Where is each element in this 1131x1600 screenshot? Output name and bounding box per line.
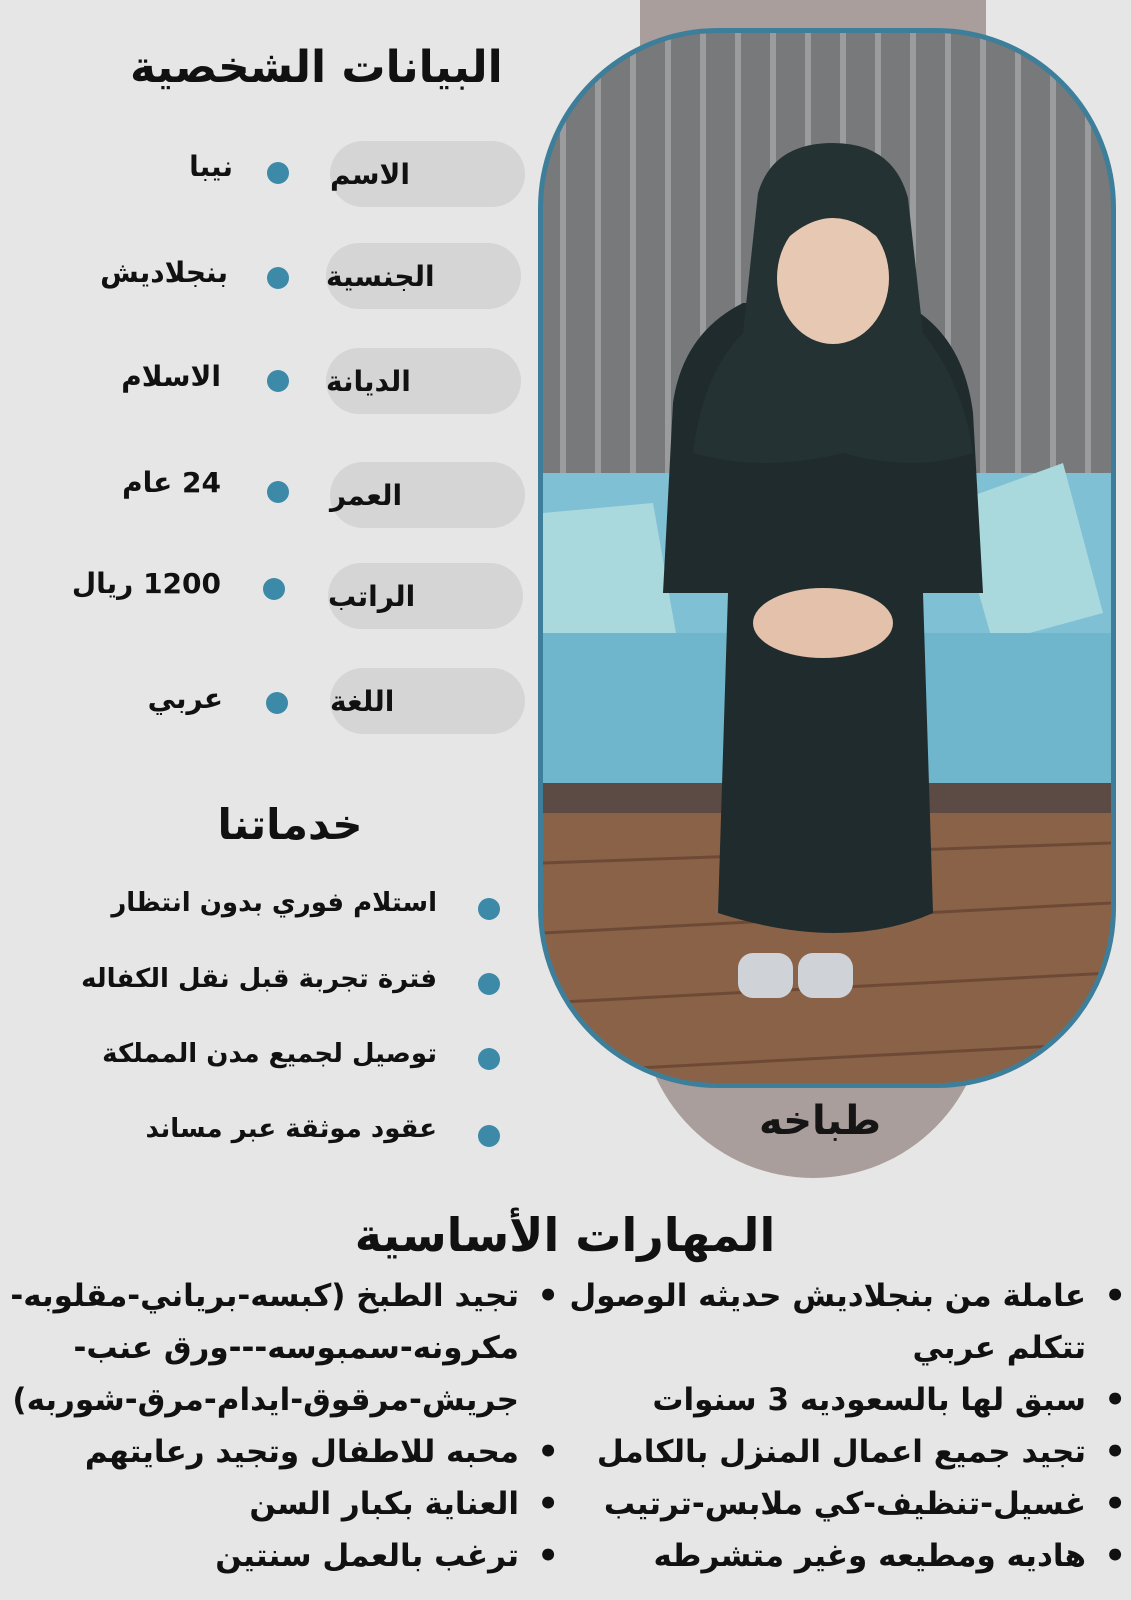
bullet-dot [267, 370, 289, 392]
salary-label: الراتب [328, 563, 523, 629]
nationality-value: بنجلاديش [100, 256, 228, 289]
service-item: استلام فوري بدون انتظار [111, 888, 437, 918]
religion-label: الديانة [326, 348, 521, 414]
bullet-dot [266, 692, 288, 714]
skill-item: • هاديه ومطيعه وغير متشرطه [566, 1530, 1126, 1582]
bullet-dot [478, 1048, 500, 1070]
skills-list-right [566, 1270, 1126, 1582]
bullet-dot [267, 267, 289, 289]
skills-title: المهارات الأساسية [354, 1208, 776, 1262]
skill-item: • محبه للاطفال وتجيد رعايتهم [4, 1426, 559, 1478]
skill-item: • العناية بكبار السن [4, 1478, 559, 1530]
age-label: العمر [330, 462, 525, 528]
skill-item-continuation: مكرونه-سمبوسه---ورق عنب- [73, 1330, 519, 1366]
age-value: 24 عام [122, 466, 221, 499]
skills-list-left [4, 1270, 559, 1582]
name-value: نيبا [189, 150, 233, 183]
skill-item-continuation: تتكلم عربي [912, 1330, 1086, 1366]
service-item: توصيل لجميع مدن المملكة [102, 1039, 437, 1069]
service-item: فترة تجربة قبل نقل الكفاله [81, 964, 437, 994]
religion-value: الاسلام [121, 360, 221, 393]
skill-item: • عاملة من بنجلاديش حديثه الوصول [566, 1270, 1126, 1322]
bullet-dot [478, 898, 500, 920]
job-title: طباخه [758, 1098, 882, 1144]
language-value: عربي [147, 682, 223, 715]
service-item: عقود موثقة عبر مساند [145, 1114, 437, 1144]
bullet-dot [263, 578, 285, 600]
bullet-dot [478, 973, 500, 995]
personal-data-title: البيانات الشخصية [130, 42, 503, 93]
nationality-label: الجنسية [326, 243, 521, 309]
services-title: خدماتنا [217, 800, 363, 849]
skill-item: • غسيل-تنظيف-كي ملابس-ترتيب [566, 1478, 1126, 1530]
name-label: الاسم [330, 141, 525, 207]
worker-photo [538, 28, 1116, 1088]
skill-item: • تجيد الطبخ (كبسه-برياني-مقلوبه- [4, 1270, 559, 1322]
bullet-dot [267, 162, 289, 184]
language-label: اللغة [330, 668, 525, 734]
bullet-dot [267, 481, 289, 503]
skill-item-continuation: جريش-مرقوق-ايدام-مرق-شوربه) [12, 1382, 519, 1418]
bullet-dot [478, 1125, 500, 1147]
skill-item: • سبق لها بالسعوديه 3 سنوات [566, 1374, 1126, 1426]
worker-photo-illustration [543, 33, 1111, 1083]
salary-value: 1200 ريال [71, 567, 221, 600]
skill-item: • ترغب بالعمل سنتين [4, 1530, 559, 1582]
skill-item: • تجيد جميع اعمال المنزل بالكامل [566, 1426, 1126, 1478]
